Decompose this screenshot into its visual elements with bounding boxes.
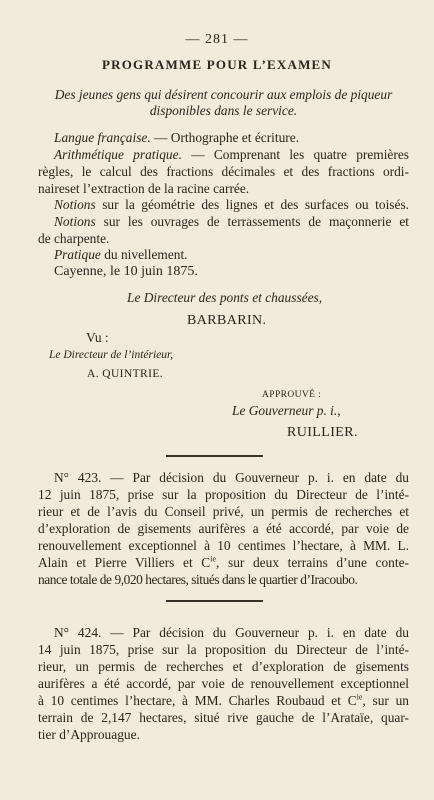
program-line-arithmetic (54, 147, 409, 163)
decision-423-line-4: d’exploration de gisements aurifères a été accordé, par voie de (38, 521, 409, 536)
decision-424-line-5-b: , sur un (362, 693, 409, 708)
decision-423-line-2: 12 juin 1875, prise sur la proposition du Directeur de l’inté- (38, 487, 409, 502)
program-subject-language: Langue française. (54, 130, 151, 145)
governor-name: RUILLIER. (287, 425, 358, 440)
decision-423-superscript: ie (210, 554, 217, 564)
separator-rule-1 (166, 455, 263, 457)
program-subject-geometry: Notions (54, 197, 96, 212)
decision-423-line-5: renouvellement exceptionnel à 10 centimes l’hectare, à MM. L. (38, 538, 409, 553)
program-line-geometry (54, 197, 409, 213)
decision-424-line-1: N° 424. — Par décision du Gouverneur p. i. en date du (54, 625, 409, 640)
approved-label: APPROUVÉ : (262, 390, 322, 400)
program-text-language: — Orthographe et écriture. (150, 130, 300, 145)
subtitle-line-1: Des jeunes gens qui désirent concourir aux emplois de piqueur (54, 87, 393, 102)
subtitle-line-2: disponibles dans le service. (149, 103, 298, 118)
page-number: — 281 — (185, 32, 249, 47)
program-subject-arithmetic: Arithmétique pratique. (54, 147, 182, 162)
decision-424-line-5 (38, 693, 409, 709)
program-line-4: naireset l’extraction de la racine carrée. (38, 181, 250, 196)
decision-424-line-3: rieur, un permis de recherches et d’exploration de gisements (38, 659, 409, 674)
interior-name: A. QUINTRIE. (87, 368, 164, 380)
program-line-works (54, 214, 409, 230)
program-line-levelling (54, 247, 425, 263)
governor-title: Le Gouverneur p. i., (232, 403, 341, 418)
decision-424-line-2: 14 juin 1875, prise sur la proposition du Directeur de l’inté- (38, 642, 409, 657)
date-line: Cayenne, le 10 juin 1875. (54, 264, 198, 279)
program-text-works: sur les ouvrages de terrassements de maçonnerie et (95, 214, 409, 229)
decision-424-line-6: terrain de 2,147 hectares, situé rive gauche de l’Arataïe, quar- (38, 710, 409, 725)
program-line-3: règles, le calcul des fractions décimales et des fractions ordi- (38, 164, 409, 179)
decision-423-line-1: N° 423. — Par décision du Gouverneur p. i. en date du (54, 470, 409, 485)
program-text-levelling: du nivellement. (100, 247, 188, 262)
decision-423-line-6 (38, 555, 409, 571)
interior-title: Le Directeur de l’intérieur, (49, 349, 174, 361)
program-line-7: de charpente. (38, 231, 110, 246)
program-subject-works: Notions (54, 214, 96, 229)
decision-423-line-7: nance totale de 9,020 hectares, situés dans le quartier d’Iracoubo. (38, 572, 358, 587)
program-subject-levelling: Pratique (54, 247, 101, 262)
decision-423-line-6-b: , sur deux terrains d’une conte- (216, 555, 409, 570)
decision-423-line-3: rieur et de l’avis du Conseil privé, un permis de recherches et (38, 504, 409, 519)
decision-424-line-4: aurifères a été accordé, par voie de renouvellement exceptionnel (38, 676, 409, 691)
vu-label: Vu : (86, 330, 109, 345)
separator-rule-2 (166, 600, 263, 602)
program-text-arithmetic: — Comprenant les quatre premières (181, 147, 409, 162)
decision-423-line-6-a: Alain et Pierre Villiers et C (38, 555, 211, 570)
decision-424-line-7: tier d’Approuague. (38, 727, 140, 742)
decision-424-line-5-a: à 10 centimes l’hectare, à MM. Charles Roubaud et C (38, 693, 357, 708)
director-title: Le Directeur des ponts et chaussées, (127, 290, 323, 305)
exam-program-title: PROGRAMME POUR L’EXAMEN (101, 57, 333, 72)
program-line-language (54, 130, 409, 146)
program-text-geometry: sur la géométrie des lignes et des surfaces ou toisés. (95, 197, 409, 212)
director-name: BARBARIN. (187, 313, 267, 328)
decision-424-superscript: ie (356, 692, 363, 702)
